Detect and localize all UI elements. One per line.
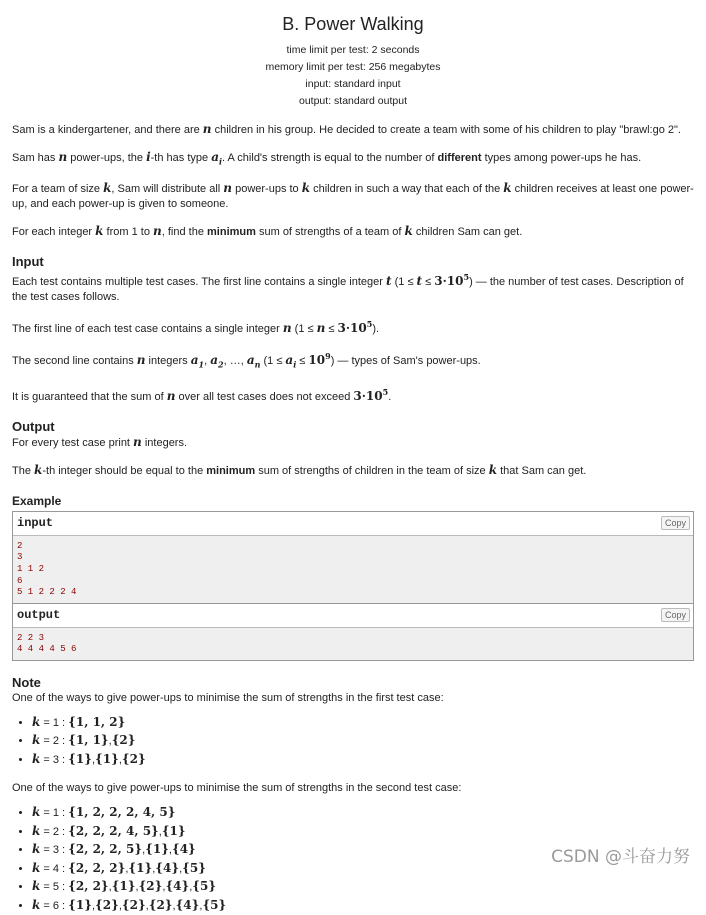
note-list-item: • k = 5 : {2, 2},{1},{2},{4},{5} [32, 878, 694, 897]
note-list-item: • k = 2 : {1, 1},{2} [32, 732, 694, 751]
example-input-header [13, 512, 693, 536]
statement-paragraph-3: For a team of size k, Sam will distribute all n power-ups to k children in such a way that each of the k children receives at least one power-up, and each power-up is given to someone. [12, 181, 694, 211]
note-list-item: • k = 1 : {1, 1, 2} [32, 714, 694, 733]
input-paragraph-1: Each test contains multiple test cases. The first line contains a single integer t $(1 \le t \le 3\cdot 10^5)$ — the number of test cases. Description of the test cases follows. [12, 272, 684, 304]
statement-paragraph-2: Sam has n power-ups, the i-th has type $a_i$. A child's strength is equal to the number of different types among power-ups he has. [12, 150, 642, 167]
note-list-item: • k = 1 : {1, 2, 2, 2, 4, 5} [32, 804, 694, 823]
statement-paragraph-1: Sam is a kindergartener, and there are n children in his group. He decided to create a team with some of his children to play "brawl:go 2". [12, 122, 681, 136]
time-limit: time limit per test: 2 seconds [286, 44, 420, 56]
example-output-header [13, 604, 693, 628]
copy-output-button[interactable]: Copy [661, 608, 690, 622]
example-title: Example [12, 493, 62, 508]
example-output-content[interactable] [13, 628, 693, 660]
example-output-line: 2 2 3 [17, 632, 45, 643]
example-input-line: 6 [17, 575, 23, 586]
example-output-label: output [17, 607, 61, 622]
output-paragraph-1: For every test case print n integers. [12, 434, 188, 449]
example-input-line: 3 [17, 552, 23, 563]
note-list-item: • k = 2 : {2, 2, 2, 4, 5},{1} [32, 823, 694, 842]
note-list-item: • k = 3 : {1},{1},{2} [32, 751, 694, 770]
input-paragraph-3: The second line contains n integers $a_1$, $a_2$, …, $a_n$ $(1 \le a_i \le 10^9)$ — types of Sam's power-ups. [12, 351, 481, 370]
note-list-item: • k = 4 : {2, 2, 2},{1},{4},{5} [32, 860, 694, 879]
output-paragraph-2: The k-th integer should be equal to the minimum sum of strengths of children in the team of size k that Sam can get. [12, 462, 587, 477]
memory-limit: memory limit per test: 256 megabytes [265, 61, 441, 73]
input-spec: input: standard input [305, 78, 401, 90]
output-section-title: Output [12, 418, 55, 434]
statement-paragraph-4: For each integer k from 1 to n, find the minimum sum of strengths of a team of k children Sam can get. [12, 224, 523, 239]
note-paragraph-2: One of the ways to give power-ups to minimise the sum of strengths in the second test case: [12, 782, 462, 795]
note-paragraph-1: One of the ways to give power-ups to minimise the sum of strengths in the first test case: [12, 691, 444, 704]
example-input-content[interactable] [13, 536, 693, 603]
input-section-title: Input [12, 254, 44, 270]
example-output-line: 4 4 4 4 5 6 [17, 644, 77, 655]
input-paragraph-4: It is guaranteed that the sum of n over all test cases does not exceed $3\cdot 10^5$. [12, 386, 392, 403]
output-spec: output: standard output [299, 95, 407, 107]
copy-input-button[interactable]: Copy [661, 516, 690, 530]
example-input-label: input [17, 515, 54, 530]
example-input-line: 2 [17, 540, 23, 551]
note-section-title: Note [12, 674, 41, 690]
note-list-1 [12, 714, 694, 770]
problem-title: B. Power Walking [282, 14, 424, 34]
problem-header [12, 0, 694, 110]
example-input-line: 5 1 2 2 2 4 [17, 587, 77, 598]
example-input-line: 1 1 2 [17, 563, 45, 574]
input-paragraph-2: The first line of each test case contains a single integer n $(1 \le n \le 3\cdot 10^5)$. [12, 319, 380, 336]
note-list-item: • k = 6 : {1},{2},{2},{2},{4},{5} [32, 897, 694, 915]
csdn-watermark: CSDN @斗奋力努 [551, 847, 690, 867]
example-box [12, 511, 694, 661]
note-list-item: • k = 3 : {2, 2, 2, 5},{1},{4} [32, 841, 694, 860]
